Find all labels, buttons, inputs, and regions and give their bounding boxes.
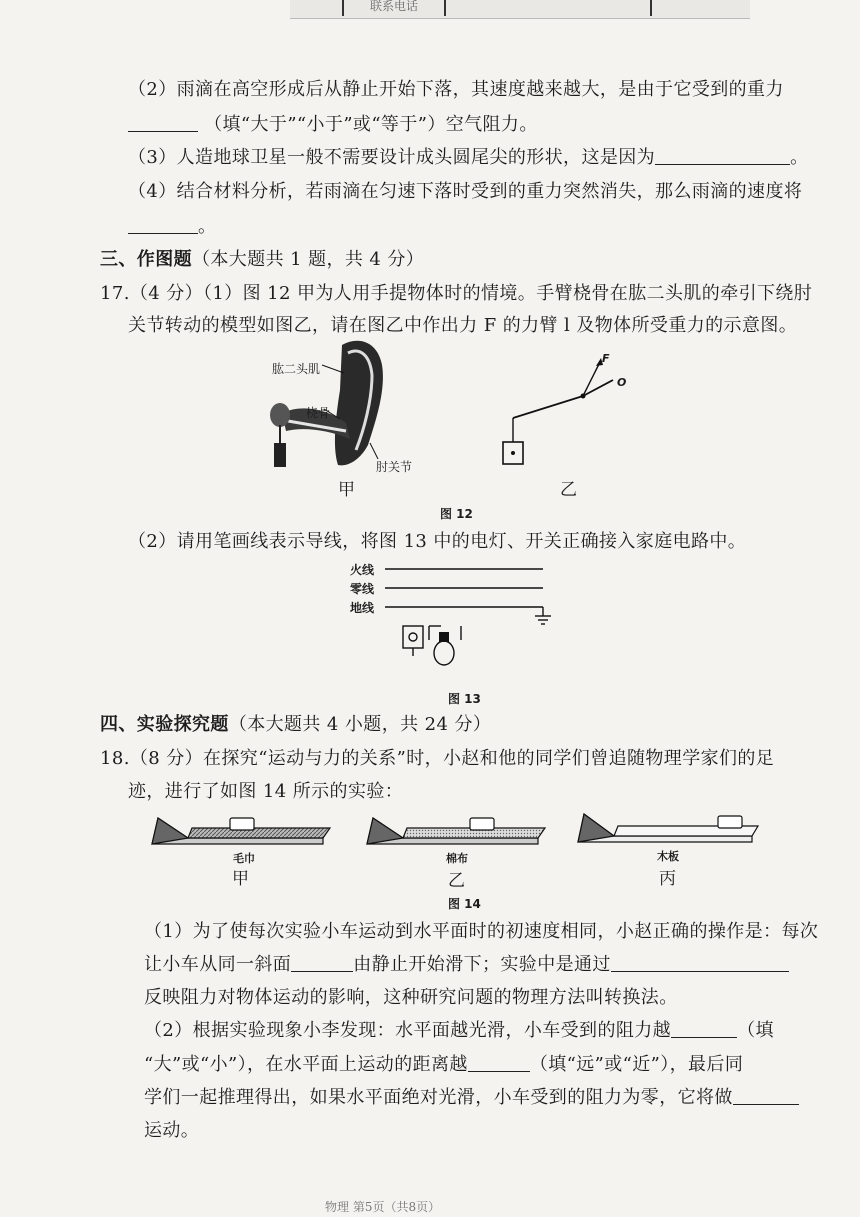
header-stub-text: 联系电话	[342, 0, 446, 16]
biceps-pointer	[322, 365, 344, 373]
lamp-bulb	[434, 641, 454, 665]
q18-part2-text-c: “大”或“小”），在水平面上运动的距离越	[144, 1054, 468, 1075]
force-application-point	[581, 394, 586, 399]
q18-part1-text-b: 由静止开始滑下；实验中是通过	[353, 954, 611, 975]
section3-info: （本大题共 1 题，共 4 分）	[192, 249, 425, 270]
q16-part2-line1: （2）雨滴在高空形成后从静止开始下落，其速度越来越大，是由于它受到的重力	[128, 79, 784, 100]
q16-part2-text: （填“大于”“小于”或“等于”）空气阻力。	[204, 114, 538, 135]
towel-surface	[188, 828, 330, 838]
object-center	[511, 451, 515, 455]
q16-part2-line2	[128, 113, 538, 137]
answer-blank[interactable]	[128, 113, 198, 132]
answer-blank[interactable]	[733, 1086, 799, 1105]
q16-part4-line2	[128, 215, 216, 239]
label-jia-fig14: 甲	[232, 869, 249, 889]
switch-knob	[409, 633, 417, 641]
elbow-pointer	[370, 443, 378, 459]
page-footer: 物理 第5页（共8页）	[325, 1200, 441, 1214]
forearm-lever	[513, 396, 583, 418]
answer-blank[interactable]	[655, 146, 790, 165]
figure-12-arm-illustration	[260, 335, 440, 495]
q17-line1: 17.（4 分）（1）图 12 甲为人用手提物体时的情境。手臂桡骨在肱二头肌的牵引下绕肘	[100, 283, 813, 304]
cart-2	[470, 818, 494, 830]
q18-line2: 迹，进行了如图 14 所示的实验：	[128, 781, 404, 802]
label-towel: 毛巾	[233, 852, 255, 865]
ramp-towel	[152, 818, 330, 844]
q18-part2-text-a: （2）根据实验现象小李发现：水平面越光滑，小车受到的阻力越	[144, 1020, 672, 1041]
section3-title: 三、作图题	[100, 249, 192, 270]
label-yi-fig12: 乙	[560, 480, 577, 500]
figure-13-circuit	[385, 560, 565, 685]
label-live-wire: 火线	[350, 563, 375, 577]
answer-blank[interactable]	[291, 953, 353, 972]
q16-part3-end: 。	[790, 147, 809, 168]
label-elbow: 肘关节	[376, 460, 413, 474]
q18-part1-line3: 反映阻力对物体运动的影响，这种研究问题的物理方法叫转换法。	[144, 987, 678, 1008]
label-biceps: 肱二头肌	[272, 362, 321, 376]
figure-12-lever-model	[495, 350, 635, 475]
label-O: O	[617, 376, 627, 389]
header-stub	[290, 0, 750, 19]
header-stub-divider	[650, 0, 652, 16]
figure-14-caption: 图 14	[448, 897, 481, 911]
figure-12-caption: 图 12	[440, 507, 473, 521]
q16-part4-end: 。	[198, 216, 217, 237]
q16-part4-line1: （4）结合材料分析，若雨滴在匀速下落时受到的重力突然消失，那么雨滴的速度将	[128, 181, 803, 202]
upper-arm-shape	[335, 341, 383, 466]
hand-shape	[270, 403, 290, 427]
q17-line2: 关节转动的模型如图乙，请在图乙中作出力 F 的力臂 l 及物体所受重力的示意图。	[128, 315, 798, 336]
q18-part2-line2	[144, 1053, 743, 1077]
label-jia-fig12: 甲	[338, 480, 355, 500]
label-yi-fig14: 乙	[448, 871, 465, 891]
cart-1	[230, 818, 254, 830]
label-ground-wire: 地线	[350, 601, 375, 615]
q18-part1-line2	[144, 953, 789, 977]
q17-part2: （2）请用笔画线表示导线，将图 13 中的电灯、开关正确接入家庭电路中。	[128, 531, 747, 552]
answer-blank[interactable]	[468, 1053, 530, 1072]
section4-info: （本大题共 4 小题，共 24 分）	[228, 714, 492, 735]
q18-part2-line4: 运动。	[144, 1120, 200, 1141]
label-radius: 桡骨	[306, 406, 331, 420]
label-neutral-wire: 零线	[350, 582, 375, 596]
label-F: F	[602, 352, 610, 365]
figure-13-caption: 图 13	[448, 692, 481, 706]
section4-heading	[100, 713, 491, 737]
answer-blank[interactable]	[671, 1019, 737, 1038]
ramp-wood	[578, 814, 758, 842]
q18-part1-line1: （1）为了使每次实验小车运动到水平面时的初速度相同，小赵正确的操作是：每次	[144, 921, 819, 942]
q18-part2-text-d: （填“远”或“近”），最后同	[529, 1054, 744, 1075]
answer-blank[interactable]	[611, 953, 789, 972]
weight-object	[274, 443, 286, 467]
section3-heading	[100, 248, 424, 272]
q18-part1-text-a: 让小车从同一斜面	[144, 954, 292, 975]
label-cotton: 棉布	[446, 852, 468, 865]
section4-title: 四、实验探究题	[100, 714, 229, 735]
q18-line1: 18.（8 分）在探究“运动与力的关系”时，小赵和他的同学们曾追随物理学家们的足	[100, 748, 775, 769]
q16-part3	[128, 146, 808, 170]
label-wood: 木板	[657, 850, 679, 863]
label-bing-fig14: 丙	[659, 869, 676, 889]
cart-3	[718, 816, 742, 828]
switch-box	[403, 626, 423, 648]
q18-part2-text-e: 学们一起推理得出，如果水平面绝对光滑，小车受到的阻力为零，它将做	[144, 1087, 733, 1108]
ramp-cotton	[367, 818, 545, 844]
answer-blank[interactable]	[128, 215, 198, 234]
q18-part2-text-b: （填	[737, 1020, 774, 1041]
q18-part2-line1	[144, 1019, 774, 1043]
q18-part2-line3	[144, 1086, 799, 1110]
q16-part3-text: （3）人造地球卫星一般不需要设计成头圆尾尖的形状，这是因为	[128, 147, 656, 168]
